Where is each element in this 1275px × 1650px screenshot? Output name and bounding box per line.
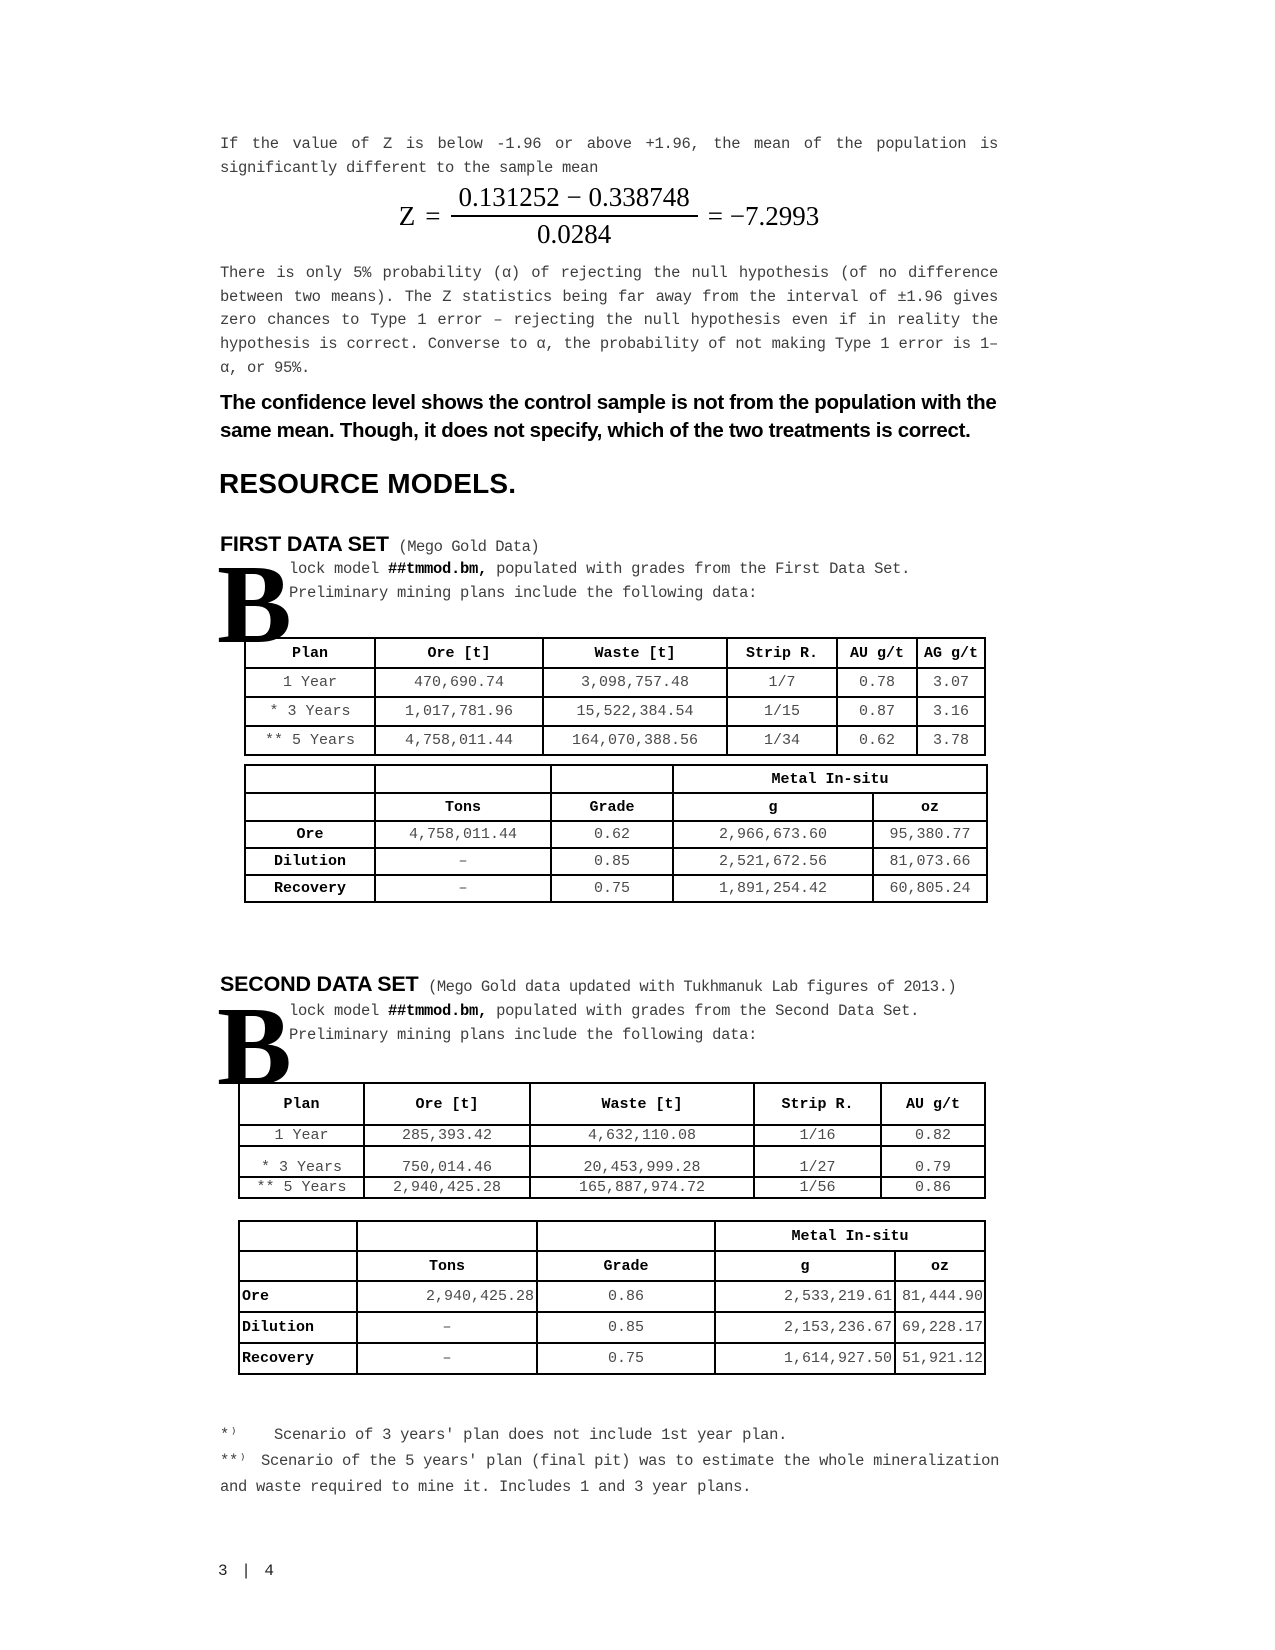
header-cell: Tons [375,793,551,821]
table-row [245,726,985,755]
table-cell: 15,522,384.54 [543,697,727,726]
header-cell-empty [239,1251,357,1281]
table-cell: 51,921.12 [895,1343,985,1374]
first-dropcap: B [217,543,292,667]
row-label: Ore [245,821,375,848]
table-row [245,875,987,902]
table-cell: * 3 Years [245,697,375,726]
table-cell: 1,891,254.42 [673,875,873,902]
header-cell: Waste [t] [543,638,727,668]
footnote-2-text: Scenario of the 5 years' plan (final pit) was to estimate the whole mineralization and waste required to mine it. Includes 1 and 3 year plans. [220,1452,1000,1496]
table-cell: 2,940,425.28 [364,1177,530,1198]
footnote-1 [220,1422,1010,1448]
first-data-set-title: FIRST DATA SET [220,532,389,556]
table-cell: 0.62 [837,726,917,755]
row-label: Recovery [245,875,375,902]
table-cell: 2,533,219.61 [715,1281,895,1312]
table-row [239,1312,985,1343]
table-header-row [239,1221,985,1251]
table-cell: 0.78 [837,668,917,697]
table-cell: 285,393.42 [364,1125,530,1146]
second-data-set-subtitle: (Mego Gold data updated with Tukhmanuk Lab figures of 2013.) [428,978,957,996]
header-cell: oz [895,1251,985,1281]
header-cell-empty [357,1221,537,1251]
second-lede [289,1000,944,1047]
second-plans-table [238,1082,986,1199]
z-formula [220,183,998,249]
table-cell: 0.79 [881,1146,985,1177]
intro-paragraph: If the value of Z is below -1.96 or above +1.96, the mean of the population is significantly different to the sample mean [220,135,998,177]
first-lede-post: populated with grades from the First Data Set. Preliminary mining plans include the following data: [289,560,911,602]
table-row [245,821,987,848]
table-cell: – [357,1343,537,1374]
formula-result: = −7.2993 [707,200,820,231]
footnotes [220,1422,1010,1500]
table-cell: 69,228.17 [895,1312,985,1343]
header-cell: Waste [t] [530,1083,754,1125]
table-cell: 3.78 [917,726,985,755]
table-cell: 4,758,011.44 [375,821,551,848]
table-cell: 1/15 [727,697,837,726]
table-cell: 95,380.77 [873,821,987,848]
table-cell: ** 5 Years [239,1177,364,1198]
table-cell: 0.62 [551,821,673,848]
header-cell: AU g/t [837,638,917,668]
footnote-2 [220,1448,1010,1500]
table-cell: 81,073.66 [873,848,987,875]
table-cell: 0.75 [551,875,673,902]
table-cell: 4,758,011.44 [375,726,543,755]
header-cell: Tons [357,1251,537,1281]
table-row [239,1281,985,1312]
header-cell-empty [245,765,375,793]
formula-denominator: 0.0284 [537,219,612,249]
table-cell: 0.85 [537,1312,715,1343]
header-cell-empty [375,765,551,793]
table-header-row [245,765,987,793]
table-cell: 60,805.24 [873,875,987,902]
table-cell: 470,690.74 [375,668,543,697]
table-cell: – [357,1312,537,1343]
table-header-row [239,1251,985,1281]
table-cell: 1/16 [754,1125,881,1146]
table-cell: 0.86 [537,1281,715,1312]
table-cell: 0.82 [881,1125,985,1146]
conclusion-paragraph: The confidence level shows the control sample is not from the population with the same mean. Though, it does not specify, which of the two treatments is correct. [220,391,997,442]
second-data-set-title: SECOND DATA SET [220,972,419,996]
table-row [245,668,985,697]
row-label: Dilution [239,1312,357,1343]
formula-lhs: Z [398,200,416,231]
header-cell-empty [537,1221,715,1251]
row-label: Recovery [239,1343,357,1374]
table-cell: – [375,848,551,875]
table-cell: 0.75 [537,1343,715,1374]
table-row [239,1125,985,1146]
header-cell: g [715,1251,895,1281]
first-plans-table [244,637,986,756]
table-row [239,1343,985,1374]
table-header-row [245,793,987,821]
header-cell: Strip R. [727,638,837,668]
table-cell: 1/56 [754,1177,881,1198]
header-cell: Grade [537,1251,715,1281]
table-header-row [245,638,985,668]
second-data-set-heading [220,972,956,997]
table-cell: 1 Year [239,1125,364,1146]
table-cell: 3.16 [917,697,985,726]
second-dropcap: B [217,985,292,1109]
table-cell: 2,940,425.28 [357,1281,537,1312]
second-lede-post: populated with grades from the Second Data Set. Preliminary mining plans include the following data: [289,1002,920,1044]
table-header-row [239,1083,985,1125]
footnote-1-marker: *⁾ [220,1426,239,1444]
alpha-paragraph: There is only 5% probability (α) of rejecting the null hypothesis (of no difference between two means). The Z statistics being far away from the interval of ±1.96 gives zero chances to Type 1 error – rejecting the null hypothesis even if in reality the hypothesis is correct. Converse to α, the probability of not making Type 1 error is 1–α, or 95%. [220,264,998,377]
header-cell-empty [239,1221,357,1251]
header-cell: Plan [239,1083,364,1125]
table-cell: 164,070,388.56 [543,726,727,755]
header-cell: Plan [245,638,375,668]
first-data-set-subtitle: (Mego Gold Data) [398,538,540,556]
first-lede-pre: lock model [289,560,389,578]
table-cell: 750,014.46 [364,1146,530,1177]
table-row [239,1177,985,1198]
table-cell: 0.87 [837,697,917,726]
row-label: Dilution [245,848,375,875]
table-cell: 0.86 [881,1177,985,1198]
table-cell: 2,521,672.56 [673,848,873,875]
resource-models-heading: RESOURCE MODELS. [219,468,517,499]
formula-numerator: 0.131252 − 0.338748 [451,182,698,217]
table-cell: 3,098,757.48 [543,668,727,697]
table-cell: 81,444.90 [895,1281,985,1312]
table-cell: 2,153,236.67 [715,1312,895,1343]
table-cell: ** 5 Years [245,726,375,755]
table-cell: 2,966,673.60 [673,821,873,848]
second-lede-pre: lock model [289,1002,389,1020]
table-row [239,1146,985,1177]
table-cell: 1/34 [727,726,837,755]
header-cell: AG g/t [917,638,985,668]
first-lede-model-name: ##tmmod.bm, [388,560,488,578]
table-cell: – [375,875,551,902]
table-row [245,697,985,726]
table-cell: 0.85 [551,848,673,875]
first-lede [289,558,944,605]
page-number: 3 | 4 [218,1562,277,1580]
second-lede-model-name: ##tmmod.bm, [388,1002,488,1020]
table-cell: 165,887,974.72 [530,1177,754,1198]
header-cell: g [673,793,873,821]
header-cell: Grade [551,793,673,821]
row-label: Ore [239,1281,357,1312]
header-cell: oz [873,793,987,821]
header-cell-empty [245,793,375,821]
table-cell: 1 Year [245,668,375,697]
table-cell: * 3 Years [239,1146,364,1177]
table-cell: 1,017,781.96 [375,697,543,726]
header-cell: Ore [t] [375,638,543,668]
metal-in-situ-group-header: Metal In-situ [673,765,987,793]
table-cell: 1/7 [727,668,837,697]
formula-fraction [451,182,698,250]
table-cell: 3.07 [917,668,985,697]
header-cell: AU g/t [881,1083,985,1125]
formula-equals: = [425,200,441,231]
metal-in-situ-group-header: Metal In-situ [715,1221,985,1251]
footnote-1-text: Scenario of 3 years' plan does not include 1st year plan. [274,1426,788,1444]
second-metal-table [238,1220,986,1375]
table-row [245,848,987,875]
table-cell: 20,453,999.28 [530,1146,754,1177]
table-cell: 1,614,927.50 [715,1343,895,1374]
header-cell: Strip R. [754,1083,881,1125]
header-cell-empty [551,765,673,793]
first-metal-table [244,764,988,903]
header-cell: Ore [t] [364,1083,530,1125]
footnote-2-marker: **⁾ [220,1452,248,1470]
table-cell: 1/27 [754,1146,881,1177]
table-cell: 4,632,110.08 [530,1125,754,1146]
